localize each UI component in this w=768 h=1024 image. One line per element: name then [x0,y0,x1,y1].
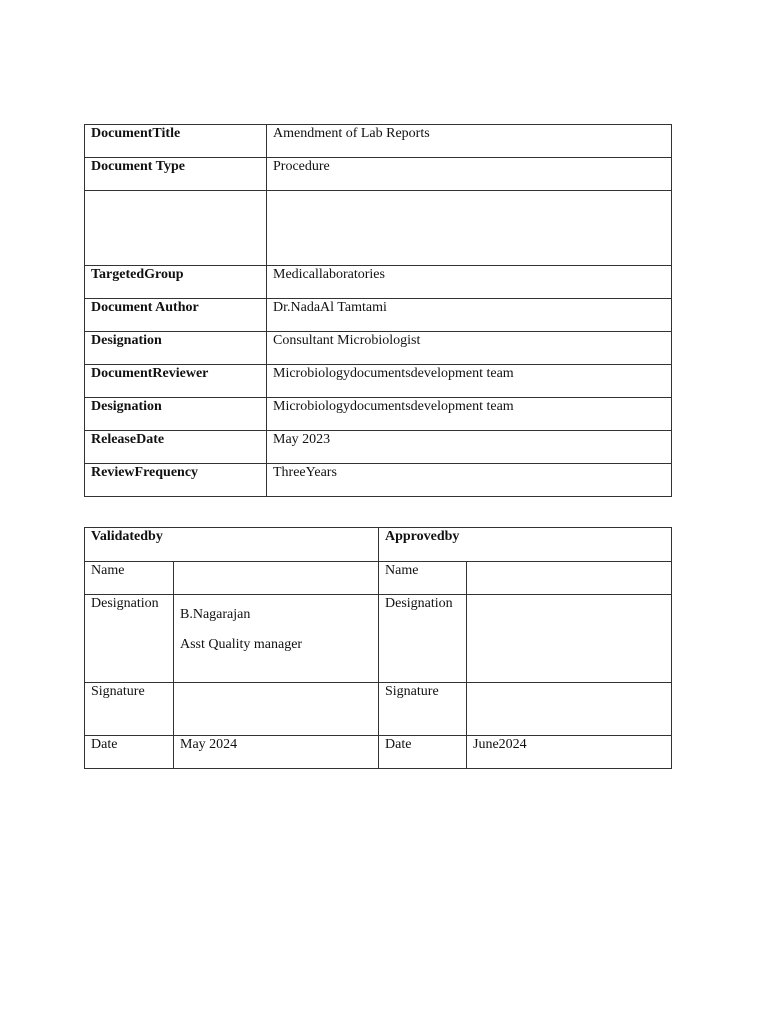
document-reviewer-label: DocumentReviewer [91,366,209,381]
doc-info-row [85,431,672,464]
validated-date-value: May 2024 [180,737,238,752]
doc-info-value-cell [267,125,672,158]
author-designation-value: Consultant Microbiologist [273,333,421,348]
approved-name-value [473,562,665,563]
approved-name-label-cell [379,562,467,595]
approved-date-label: Date [385,737,412,752]
validated-name-value [180,562,372,563]
document-type-label: Document Type [91,159,185,174]
document-type-value: Procedure [273,159,330,174]
approved-date-value-cell [467,736,672,769]
doc-info-value-cell [267,464,672,497]
doc-info-label-cell [85,191,267,266]
targeted-group-value: Medicallaboratories [273,267,385,282]
doc-info-value-cell [267,332,672,365]
validated-name-label-cell [85,562,174,595]
validated-date-label: Date [91,737,118,752]
approved-date-value: June2024 [473,737,527,752]
validated-designation-name: B.Nagarajan [180,607,251,622]
doc-info-row [85,332,672,365]
targeted-group-label: TargetedGroup [91,267,184,282]
validated-designation-label: Designation [91,596,159,611]
reviewer-designation-value: Microbiologydocumentsdevelopment team [273,399,514,414]
doc-info-row [85,365,672,398]
approval-signature-row [85,683,672,736]
release-date-label: ReleaseDate [91,432,165,447]
validated-name-label: Name [91,563,125,578]
approved-date-label-cell [379,736,467,769]
doc-info-value-cell [267,191,672,266]
doc-info-row [85,464,672,497]
empty-label [91,191,260,192]
doc-info-row [85,398,672,431]
doc-info-row-empty [85,191,672,266]
approved-by-header: Approvedby [385,529,460,544]
approved-name-label: Name [385,563,419,578]
validated-by-header-cell [85,528,379,562]
validated-name-value-cell [174,562,379,595]
validated-date-value-cell [174,736,379,769]
document-title-label: DocumentTitle [91,126,181,141]
empty-value [273,191,665,192]
doc-info-label-cell [85,125,267,158]
document-author-value: Dr.NadaAl Tamtami [273,300,387,315]
doc-info-row [85,125,672,158]
doc-info-row [85,158,672,191]
doc-info-label-cell [85,299,267,332]
review-frequency-label: ReviewFrequency [91,465,199,480]
reviewer-designation-label: Designation [91,399,162,414]
review-frequency-value: ThreeYears [273,465,337,480]
doc-info-value-cell [267,266,672,299]
doc-info-label-cell [85,431,267,464]
release-date-value: May 2023 [273,432,331,447]
doc-info-label-cell [85,464,267,497]
document-author-label: Document Author [91,300,199,315]
approved-designation-label: Designation [385,596,453,611]
doc-info-value-cell [267,365,672,398]
approved-signature-label: Signature [385,684,439,699]
doc-info-row [85,266,672,299]
approved-name-value-cell [467,562,672,595]
document-title-value: Amendment of Lab Reports [273,126,430,141]
doc-info-value-cell [267,158,672,191]
doc-info-label-cell [85,266,267,299]
validated-signature-label-cell [85,683,174,736]
doc-info-label-cell [85,158,267,191]
approval-designation-row [85,595,672,683]
validated-signature-value [180,683,372,684]
approved-signature-value-cell [467,683,672,736]
approved-designation-label-cell [379,595,467,683]
approval-name-row [85,562,672,595]
validated-designation-title: Asst Quality manager [180,637,303,652]
document-reviewer-value: Microbiologydocumentsdevelopment team [273,366,514,381]
doc-info-label-cell [85,365,267,398]
validated-signature-label: Signature [91,684,145,699]
validated-date-label-cell [85,736,174,769]
doc-info-label-cell [85,398,267,431]
approval-table [84,527,672,769]
doc-info-value-cell [267,398,672,431]
validated-signature-value-cell [174,683,379,736]
doc-info-label-cell [85,332,267,365]
validated-designation-label-cell [85,595,174,683]
doc-info-value-cell [267,431,672,464]
doc-info-row [85,299,672,332]
approved-signature-value [473,683,665,684]
approved-designation-value-cell [467,595,672,683]
approval-date-row [85,736,672,769]
validated-designation-value-cell [174,595,379,683]
approved-signature-label-cell [379,683,467,736]
approved-designation-value [473,595,665,596]
approval-header-row [85,528,672,562]
validated-by-header: Validatedby [91,529,163,544]
doc-info-value-cell [267,299,672,332]
approved-by-header-cell [379,528,672,562]
document-info-table [84,124,672,497]
author-designation-label: Designation [91,333,162,348]
